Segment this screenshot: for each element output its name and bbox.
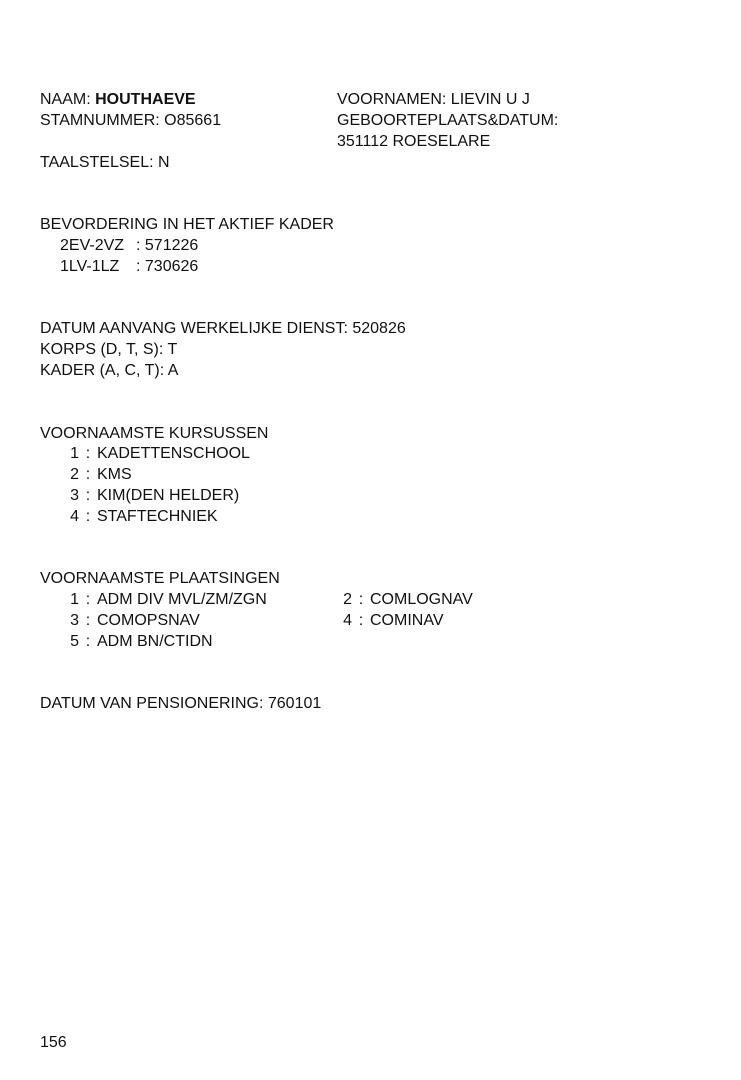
bevordering-date: 571226 (144, 237, 199, 254)
taalstelsel-line (40, 153, 170, 173)
stamnummer-label: STAMNUMMER: (40, 112, 160, 129)
plaatsing-num: 4 (343, 612, 352, 629)
kursus-num: 3 (70, 487, 79, 504)
plaatsing-text: COMINAV (370, 612, 444, 629)
plaatsing-text: ADM BN/CTIDN (97, 633, 213, 650)
plaatsing-num: 2 (343, 591, 352, 608)
kader: KADER (A, C, T): A (40, 362, 179, 379)
kursus-num: 2 (70, 466, 79, 483)
bevordering-rank: 2EV-2VZ (60, 237, 125, 254)
voornamen-line (337, 90, 530, 110)
naam-line (40, 90, 196, 110)
plaatsing-text: COMOPSNAV (97, 612, 200, 629)
kursus-text: KADETTENSCHOOL (97, 445, 250, 462)
stamnummer-line (40, 111, 221, 131)
bevordering-item: 2EV-2VZ : 571226 (60, 237, 199, 254)
plaatsing-num: 5 (70, 633, 79, 650)
plaatsing-item: 4 : COMINAV (338, 611, 443, 631)
kursus-text: STAFTECHNIEK (97, 508, 218, 525)
naam-label: NAAM: (40, 91, 91, 108)
bevordering-rank: 1LV-1LZ (60, 258, 120, 275)
kursus-num: 1 (70, 445, 79, 462)
kursus-text: KMS (97, 466, 132, 483)
bevordering-date: 730626 (144, 258, 199, 275)
kursus-item: 4 : STAFTECHNIEK (65, 507, 218, 527)
kursus-item: 2 : KMS (65, 465, 132, 485)
plaatsing-item: 1 : ADM DIV MVL/ZM/ZGN (65, 590, 267, 610)
plaatsing-num: 1 (70, 591, 79, 608)
plaatsing-num: 3 (70, 612, 79, 629)
plaatsingen-title: VOORNAAMSTE PLAATSINGEN (40, 570, 280, 587)
plaatsing-text: ADM DIV MVL/ZM/ZGN (97, 591, 267, 608)
kursus-item: 1 : KADETTENSCHOOL (65, 444, 250, 464)
voornamen-value: LIEVIN U J (450, 91, 530, 108)
page-number: 156 (40, 1034, 67, 1051)
kursussen-title: VOORNAAMSTE KURSUSSEN (40, 425, 269, 442)
plaatsing-item: 5 : ADM BN/CTIDN (65, 632, 213, 652)
kursus-num: 4 (70, 508, 79, 525)
kursus-item: 3 : KIM(DEN HELDER) (65, 486, 239, 506)
bevordering-title: BEVORDERING IN HET AKTIEF KADER (40, 216, 334, 233)
pensionering: DATUM VAN PENSIONERING: 760101 (40, 695, 322, 712)
bevordering-item: 1LV-1LZ : 730626 (60, 258, 199, 275)
stamnummer-value: O85661 (164, 112, 222, 129)
naam-value: HOUTHAEVE (95, 91, 196, 108)
kursus-text: KIM(DEN HELDER) (97, 487, 240, 504)
plaatsing-text: COMLOGNAV (370, 591, 473, 608)
voornamen-label: VOORNAMEN: (337, 91, 447, 108)
taalstelsel-label: TAALSTELSEL: (40, 154, 154, 171)
aanvang-dienst: DATUM AANVANG WERKELIJKE DIENST: 520826 (40, 320, 406, 337)
geboorte-label: GEBOORTEPLAATS&DATUM: (337, 112, 559, 129)
korps: KORPS (D, T, S): T (40, 341, 178, 358)
geboorte-value: 351112 ROESELARE (337, 133, 491, 150)
plaatsing-item: 2 : COMLOGNAV (338, 590, 473, 610)
taalstelsel-value: N (157, 154, 170, 171)
plaatsing-item: 3 : COMOPSNAV (65, 611, 200, 631)
